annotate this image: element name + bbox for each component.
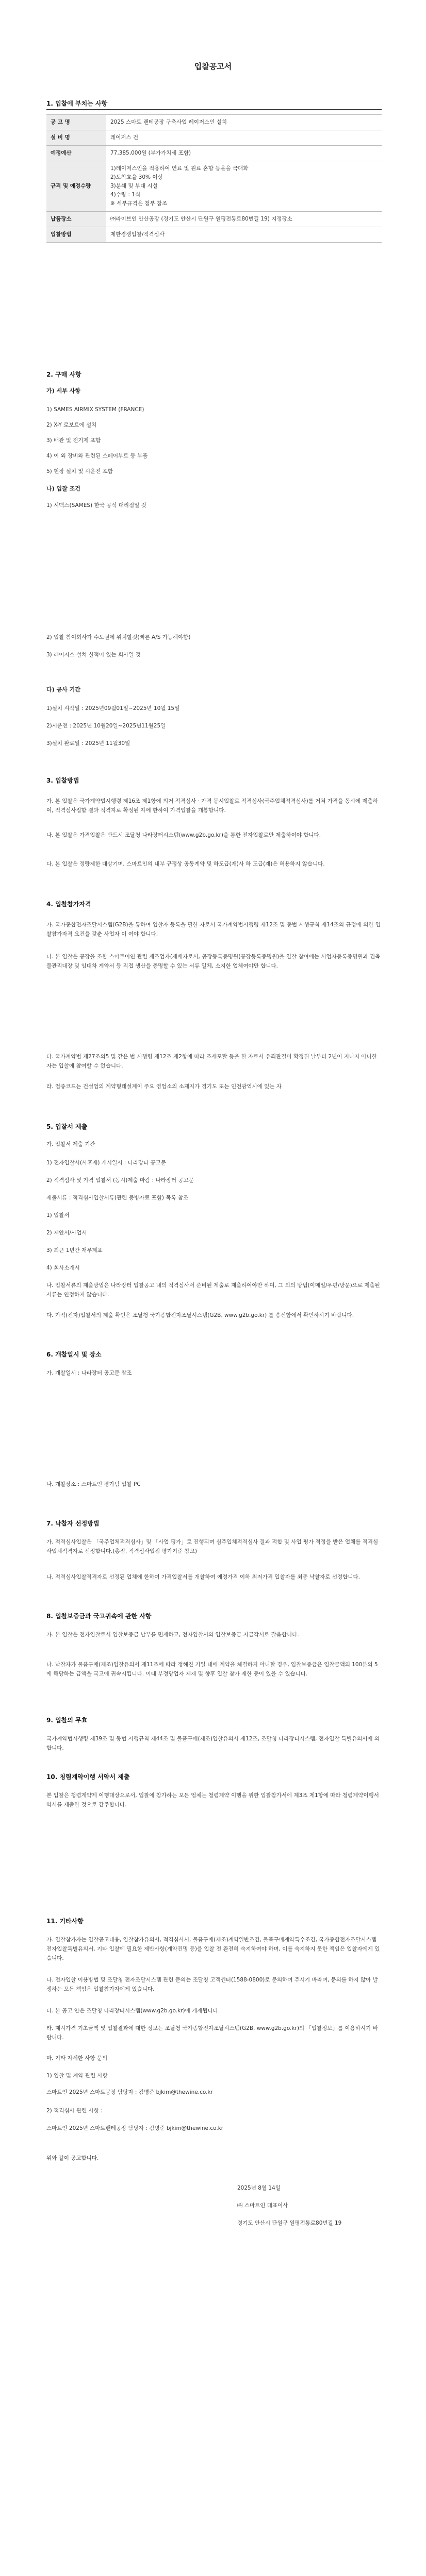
paragraph: 1) 시맥스(SAMES) 한국 공식 대리점일 것: [46, 502, 146, 509]
row-value: 77,385,000원 (부가가치세 포함): [106, 146, 382, 161]
paragraph: 가. 본 입찰은 전자입찰로서 입찰보증금 납부를 면제하고, 전자입찰서의 입찰보증금 지급각서로 갈음합니다.: [46, 1632, 299, 1638]
paragraph: 가. 입찰참가자는 입찰공고내용, 입찰참가유의서, 적격심사서, 물품구매(제조)계약일반조건, 물품구매계약특수조건, 국가종합전자조달시스템 전자입찰특별유의서, 기타 입찰에 필요한 제반사항(계약건명 등)을 입찰 전 완전히 숙지하여야 하며, 이를 숙지하지 못한 책임은 입찰자에게 있습니다.: [46, 1937, 380, 1961]
paragraph: 2) 적격심사 관련 사항 :: [46, 2108, 103, 2114]
paragraph: 2)시운전 : 2025년 10월20일~2025년11월25일: [46, 723, 166, 729]
announcement-date: 2025년 8월 14일: [237, 2185, 281, 2191]
table-row: [46, 146, 382, 161]
paragraph: 가. 입찰서 제출 기간: [46, 1141, 95, 1147]
section-7-heading: 7. 낙찰자 선정방법: [46, 1520, 100, 1527]
company-address: 경기도 안산시 단원구 원평전통로80번길 19: [237, 2220, 342, 2226]
row-label: 입찰방법: [46, 227, 106, 243]
paragraph: 국가계약법시행령 제39조 및 동법 시행규칙 제44조 및 물품구매(제조)입찰유의서 제12조, 조달청 나라장터시스템, 전자입찰 특별유의서에 의합니다.: [46, 1736, 380, 1751]
row-label: 설 비 명: [46, 130, 106, 146]
paragraph: 3) 배관 및 전기제 포함: [46, 437, 101, 444]
table-row: [46, 212, 382, 227]
paragraph: 4) 회사소개서: [46, 1265, 80, 1271]
section-5-heading: 5. 입찰서 제출: [46, 1123, 88, 1130]
paragraph: 2) X-Y 로보트에 설치: [46, 422, 97, 428]
section-6-heading: 6. 개찰일시 및 장소: [46, 1351, 102, 1358]
paragraph: 스마트인 2025년 스마트랜테공장 담당자 : 김병준 bjkim@thewine.co.kr: [46, 2125, 224, 2131]
section-2a-title: 가) 세부 사항: [46, 387, 80, 394]
paragraph: 1)설치 시작일 : 2025년09월01일~2025년 10월 15일: [46, 705, 180, 711]
paragraph: 4) 이 외 장비와 관련된 스페어부트 등 부품: [46, 453, 148, 459]
paragraph: 1) SAMES AIRMIX SYSTEM (FRANCE): [46, 406, 144, 413]
row-label: 공 고 명: [46, 115, 106, 130]
row-value: 레이저스 건: [106, 130, 382, 146]
closing-text: 위와 같이 공고합니다.: [46, 2155, 99, 2161]
section-2b-title: 나) 입찰 조건: [46, 485, 80, 492]
paragraph: 가. 적격심사입찰은 「국주업체적격심사」및 「사업 평가」로 진행되며 심주입체적격심사 결과 적합 및 사업 평가 적정을 받은 업체를 적격심사업체적격자로 선정합니다.(총점, 적격심사업점 평가기준 참고): [46, 1539, 379, 1554]
paragraph: 다. 본 입찰은 정량제한 대상기며, 스마트인의 내부 규정상 공동계약 및 하도급(재)사 하 도급(재)은 허용하지 않습니다.: [46, 861, 325, 867]
page-title: 입찰공고서: [194, 62, 232, 71]
section-10-heading: 10. 청렴계약이행 서약서 제출: [46, 1773, 130, 1781]
section-1-rule: [46, 109, 382, 110]
paragraph: 마. 기타 자세한 사항 문의: [46, 2055, 108, 2061]
section-11-heading: 11. 기타사항: [46, 1918, 84, 1925]
paragraph: 나. 적격심사입찰적격자로 선정된 업체에 한하여 가격입찰서를 개찰하여 예정가격 이하 최저가격 입찰자를 최종 낙찰자로 선정합니다.: [46, 1574, 360, 1580]
paragraph: 1) 입찰서: [46, 1212, 70, 1218]
row-label: 예정예산: [46, 146, 106, 161]
paragraph: 나. 개찰장소 : 스마트인 평가팀 입찰 PC: [46, 1481, 141, 1487]
bid-summary-table: [46, 114, 382, 243]
section-1-heading: 1. 입찰에 부치는 사항: [46, 100, 108, 107]
paragraph: 3) 레이저스 설치 실적이 있는 회사일 것: [46, 652, 141, 658]
paragraph: 다. 본 공고 안은 조달청 나라장터시스템(www.g2b.go.kr)에 게재됩니다.: [46, 2008, 220, 2014]
paragraph: 제출서류 : 적격심사입찰서류(관련 증빙자료 포함) 목록 참조: [46, 1195, 189, 1201]
paragraph: 본 입찰은 청렴계약제 이행대상으로서, 입찰에 참가하는 모든 업체는 청렴계약 이행을 위한 입찰참가서에 제3조 제1항에 따라 청렴계약이행서약서를 제출한 것으로 간주합니다.: [46, 1792, 379, 1808]
paragraph: 2) 제안서/사업서: [46, 1230, 87, 1236]
paragraph: 나. 입찰서류의 제출방법은 나라장터 입찰공고 내의 적격심사서 준비된 제출로 제출하여야만 하며, 그 외의 방법(이메일/우편/방문)으로 제출된 서류는 인정하지 않습니다.: [46, 1282, 382, 1298]
row-label: 납품장소: [46, 212, 106, 227]
paragraph: 라. 제시가격 기초금액 및 입찰결과에 대한 정보는 조달청 국가종합전자조달시스템(G2B, www.g2b.go.kr)의 「입찰정보」를 이용하시기 바랍니다.: [46, 2025, 378, 2041]
paragraph: 나. 전자입찰 이용방법 및 조달청 전자조달시스템 관련 문의는 조달청 고객센터(1588-0800)로 문의하여 주시기 바라며, 문의를 하지 않아 발생하는 모든 책임은 입찰참가자에게 있습니다.: [46, 1977, 378, 1992]
paragraph: 나. 본 입찰은 가격입찰은 반드시 조달청 나라장터시스템(www.g2b.go.kr)을 통한 전자입찰로만 제출하여야 합니다.: [46, 832, 321, 838]
table-row: [46, 115, 382, 130]
company-name: ㈜ 스마트인 대표이사: [237, 2202, 288, 2209]
paragraph: 다. 가적(전자)입찰서의 제출 확인은 조달청 국가종합전자조달시스템(G2B, www.g2b.go.kr) 를 송신함에서 확인하시기 바랍니다.: [46, 1312, 354, 1318]
row-value: 2025 스마트 랜테공장 구축사업 레이저스인 설치: [106, 115, 382, 130]
row-label: 규격 및 예정수량: [46, 161, 106, 212]
paragraph: 5) 현장 설치 및 시운전 포함: [46, 468, 113, 474]
section-8-heading: 8. 입찰보증금과 국고귀속에 관한 사항: [46, 1613, 152, 1620]
row-value: 제한경쟁입찰/적격심사: [106, 227, 382, 243]
paragraph: 1) 입찰 및 계약 관련 사항: [46, 2073, 108, 2079]
table-row: [46, 130, 382, 146]
section-9-heading: 9. 입찰의 무효: [46, 1717, 88, 1724]
paragraph: 나. 본 입찰은 공장을 조합 스마트이인 관련 제조업자(제배자로서, 공장등록증명원(공장등록증명원)을 입찰 참여에는 서업자등록증명원과 건축물관리대장 및 임대차 계약서 등 직접 생산을 증명할 수 있는 서류 일체, 소지한 업체여야만 합니다.: [46, 954, 381, 969]
section-3-heading: 3. 입찰방법: [46, 777, 79, 784]
section-2d-title: 다) 공사 기간: [46, 686, 80, 693]
row-value: 1)레이저스인을 적용하여 연료 및 원료 혼합 등을을 극대화 2)도착효율 30% 이상 3)분쇄 및 부대 시설 4)수량 : 1식 ※ 세부규격은 첨부 참조: [106, 161, 382, 212]
paragraph: 나. 낙찰자가 물품구매(제조)입찰유의서 제11조에 따라 정해진 기일 내에 계약을 체결하지 아니할 경우, 입찰보증금은 입찰금액의 100분의 5에 해당하는 금액을 국고에 귀속시킵니다. 이때 부정당업자 제재 및 향후 입찰 참가 제한 등이 있을 수 있습니다.: [46, 1662, 378, 1677]
paragraph: 3)설치 완료일 : 2025년 11월30일: [46, 740, 130, 747]
paragraph: 2) 입찰 참여회사가 수도권에 위치할것(빠른 A/S 가능해야함): [46, 634, 191, 640]
row-value: ㈜라이브인 안산공장 (경기도 안산시 단원구 원평전통로80번길 19) 지정장소: [106, 212, 382, 227]
paragraph: 3) 최근 1년간 재무제표: [46, 1247, 103, 1253]
paragraph: 가. 국가종합전자조달시스템(G2B)을 통하여 입찰자 등록을 필한 자로서 국가계약법시행령 제12조 및 동법 시행규칙 제14조의 규정에 의한 입찰참가자격 요건을 갖춘 사업자 이 여야 합니다.: [46, 922, 381, 937]
paragraph: 다. 국가계약법 제27조의5 및 같은 법 시행령 제12조 제2항에 따라 조세포탈 등을 한 자로서 유죄판결이 확정된 날부터 2년이 지나지 아니한 자는 입찰에 참여할 수 없습니다.: [46, 1054, 379, 1069]
paragraph: 스마트인 2025년 스마트공장 담당자 : 김병준 bjkim@thewine.co.kr: [46, 2089, 213, 2095]
paragraph: 가. 본 입찰은 국가계약법시행령 제16조 제1항에 의거 적격심사 · 가격 동시입찰로 적격심사(국주업체적격심사)를 거쳐 가격을 동시에 제출하여, 적격심사집합 결과 적격자로 확정된 자에 한하여 가격입찰을 개봉합니다.: [46, 798, 378, 814]
paragraph: 1) 전자입찰서(사후제) 개시일시 : 나라장터 공고문: [46, 1160, 166, 1166]
paragraph: 라. 업종코드는 건설업의 계약형태설계이 주요 영업소의 소재지가 경기도 또는 인천광역시에 있는 자: [46, 1083, 282, 1090]
section-4-heading: 4. 입찰참가자격: [46, 901, 91, 908]
section-2-heading: 2. 구매 사항: [46, 371, 81, 378]
table-row: [46, 161, 382, 212]
paragraph: 가. 개찰일시 : 나라장터 공고문 참조: [46, 1370, 132, 1376]
table-row: [46, 227, 382, 243]
paragraph: 2) 적격심사 및 가격 입찰서 (동시)제출 마감 : 나라장터 공고문: [46, 1177, 194, 1183]
